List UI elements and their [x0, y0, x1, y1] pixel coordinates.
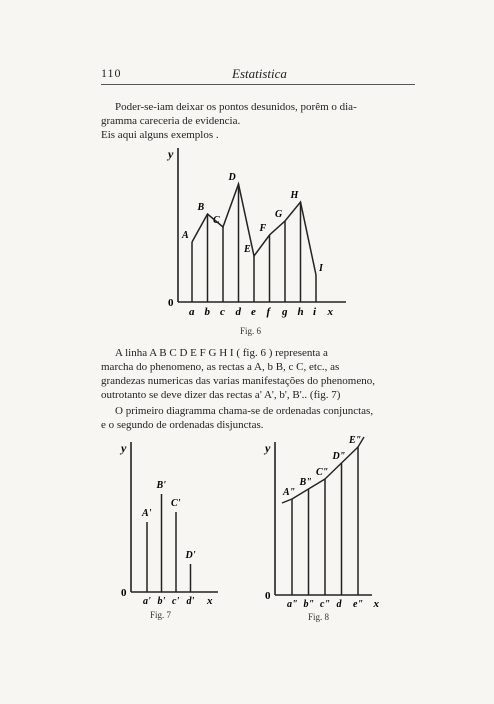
figure-7-diagram — [119, 441, 218, 607]
fig6-tick-label: e — [251, 306, 256, 318]
fig6-point-label: G — [275, 209, 283, 220]
fig8-tick-label: b" — [303, 599, 315, 610]
text-line: O primeiro diagramma chama-se de ordenadas conjunctas, — [115, 405, 374, 417]
fig8-point-label: E" — [349, 435, 362, 446]
paragraph-description — [101, 346, 419, 402]
fig7-y-axis-label: y — [121, 441, 127, 455]
fig6-point-label: H — [290, 190, 299, 201]
text-line: A linha A B C D E F G H I ( fig. 6 ) representa a — [115, 347, 328, 359]
figure-8-diagram — [263, 435, 380, 610]
fig6-point-label: I — [319, 263, 323, 274]
fig6-tick-label: a — [189, 306, 195, 318]
fig8-tick-label: c" — [320, 599, 330, 610]
fig6-point-label: A — [182, 230, 189, 241]
fig8-point-label: B" — [299, 477, 312, 488]
fig7-tick-label: c' — [172, 596, 180, 607]
paragraph-conclusion — [101, 404, 419, 432]
fig7-point-label: B' — [156, 480, 166, 491]
fig6-tick-label: i — [313, 306, 317, 318]
text-line: outrotanto se deve dizer das rectas a' A', b', B'.. (fig. 7) — [101, 389, 341, 401]
fig7-origin-label: 0 — [121, 587, 127, 599]
page-number: 110 — [101, 66, 122, 80]
fig6-y-axis-label: y — [168, 147, 174, 161]
fig6-tick-label: h — [297, 306, 304, 318]
fig6-tick-label: d — [235, 306, 241, 318]
fig8-point-label: C" — [316, 467, 329, 478]
fig6-tick-label: b — [204, 306, 210, 318]
fig6-point-label: B — [197, 202, 205, 213]
text-line: gramma careceria de evidencia. — [101, 115, 241, 127]
fig6-origin-label: 0 — [168, 297, 174, 309]
text-line: grandezas numericas das varias manifestações do phenomeno, — [101, 375, 375, 387]
running-title: Estatistica — [232, 66, 287, 81]
fig6-tick-label: g — [282, 306, 288, 318]
fig7-tick-label: a' — [143, 596, 151, 607]
text-line: Eis aqui alguns exemplos . — [101, 129, 219, 141]
figure-7-caption: Fig. 7 — [150, 610, 172, 620]
fig8-tick-label: a" — [287, 599, 298, 610]
fig8-tick-label: e" — [353, 599, 363, 610]
fig6-point-label: F — [259, 223, 267, 234]
fig8-origin-label: 0 — [265, 590, 271, 602]
fig7-tick-label: d' — [186, 596, 195, 607]
fig8-point-label: A" — [283, 487, 296, 498]
figure-8-caption: Fig. 8 — [308, 612, 330, 622]
fig6-point-label: C — [213, 215, 220, 226]
fig6-point-label: E — [244, 244, 251, 255]
fig7-point-label: C' — [171, 498, 181, 509]
fig6-tick-label: c — [220, 306, 225, 318]
fig6-tick-label: f — [266, 306, 271, 318]
fig7-tick-label: b' — [157, 596, 166, 607]
fig7-point-label: A' — [142, 508, 152, 519]
figure-6-caption: Fig. 6 — [240, 326, 262, 336]
fig8-tick-label: d — [336, 599, 342, 610]
fig7-x-axis-label: x — [207, 595, 213, 607]
fig8-x-axis-label: x — [373, 598, 379, 610]
fig6-x-axis-label: x — [327, 306, 333, 318]
text-line: Poder-se-iam deixar os pontos desunidos, porêm o dia- — [115, 101, 357, 113]
fig6-point-label: D — [228, 172, 236, 183]
fig8-y-axis-label: y — [265, 441, 271, 455]
text-line: e o segundo de ordenadas disjunctas. — [101, 419, 264, 431]
fig8-point-label: D" — [332, 451, 346, 462]
text-line: marcha do phenomeno, as rectas a A, b B, c C, etc., as — [101, 361, 340, 373]
figure-6-diagram — [166, 147, 346, 318]
fig7-point-label: D' — [185, 550, 196, 561]
